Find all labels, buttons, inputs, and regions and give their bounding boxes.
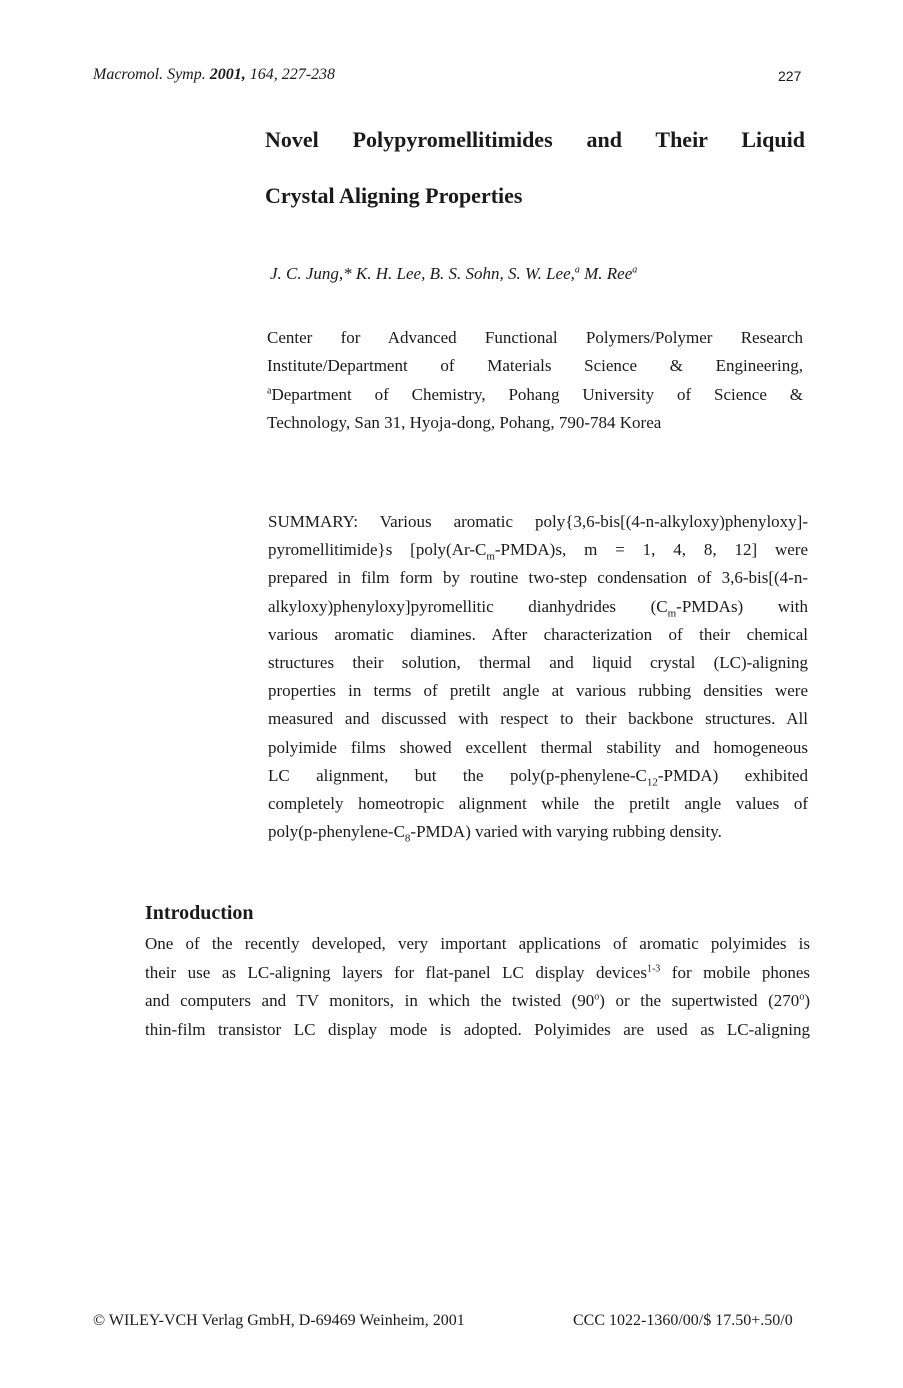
abstract-line: pyromellitimide}s [$poly(Ar-C_m-PMDA)s$, m = 1, 4, 8, 12] were — [268, 540, 808, 563]
affiliation-line — [267, 381, 803, 409]
abstract-line: properties in terms of pretilt angle at various rubbing densities were — [268, 681, 808, 701]
body-line: and computers and TV monitors, in which the twisted (90$^o$) or the supertwisted (270$^o$) — [145, 991, 810, 1011]
journal-citation — [93, 66, 335, 84]
affiliation-text: Department of Chemistry, Pohang University of Science & — [271, 384, 803, 404]
abstract-line: measured and discussed with respect to their backbone structures. All — [268, 709, 808, 729]
section-heading-introduction: Introduction — [145, 902, 254, 924]
paper-title — [265, 112, 805, 224]
author-list — [270, 264, 637, 284]
journal-name: Macromol. Symp. — [93, 66, 210, 83]
authors-text-last: M. Ree — [579, 264, 633, 283]
abstract — [268, 508, 808, 846]
affiliation-line: Institute/Department of Materials Science & Engineering, — [267, 356, 803, 376]
abstract-line: prepared in film form by routine two-step condensation of 3,6-bis[(4-n- — [268, 568, 808, 588]
journal-year: 2001, — [209, 66, 246, 83]
affiliation-line: Center for Advanced Functional Polymers/Polymer Research — [267, 328, 803, 347]
abstract-line: polyimide films showed excellent thermal stability and homogeneous — [268, 737, 808, 757]
author-affil-mark: a — [632, 264, 638, 276]
page-number: 227 — [778, 68, 802, 84]
abstract-line: alkyloxy)phenyloxy]pyromellitic dianhydrides $(C_m-PMDAs)$ with — [268, 596, 808, 619]
citation-ref: 1-3 — [646, 962, 661, 974]
abstract-line: SUMMARY: Various aromatic poly{3,6-bis[(4-n-alkyloxy)phenyloxy]- — [268, 512, 808, 531]
title-line-1: Novel Polypyromellitimides and Their Liquid — [265, 127, 805, 152]
ccc-code: CCC 1022-1360/00/$ 17.50+.50/0 — [573, 1312, 793, 1329]
authors-text: J. C. Jung,* K. H. Lee, B. S. Sohn, S. W. Lee, — [270, 264, 575, 283]
affiliation — [267, 324, 803, 437]
author-affil-mark: a — [574, 264, 580, 276]
body-line: One of the recently developed, very important applications of aromatic polyimides is — [145, 934, 810, 953]
affiliation-line: Technology, San 31, Hyoja-dong, Pohang, 790-784 Korea — [267, 412, 662, 432]
body-line: thin-film transistor LC display mode is adopted. Polyimides are used as LC-aligning — [145, 1019, 810, 1039]
copyright-notice: © WILEY-VCH Verlag GmbH, D-69469 Weinheim, 2001 — [93, 1312, 465, 1329]
journal-volume-pages: 164, 227-238 — [245, 66, 336, 83]
introduction-body — [145, 930, 810, 1044]
abstract-line: various aromatic diamines. After characterization of their chemical — [268, 624, 808, 644]
abstract-line: $poly(p-phenylene-C_8-PMDA)$ varied with varying rubbing density. — [268, 822, 722, 845]
affiliation-mark: a — [267, 384, 272, 396]
abstract-line: structures their solution, thermal and liquid crystal (LC)-aligning — [268, 653, 808, 673]
abstract-line: LC alignment, but the $poly(p-phenylene-C_{12}-PMDA)$ exhibited — [268, 765, 808, 789]
body-line: their use as LC-aligning layers for flat-panel LC display devices$^{1-3}$ for mobile phones — [145, 962, 811, 982]
abstract-line: completely homeotropic alignment while the pretilt angle values of — [268, 794, 808, 814]
title-line-2: Crystal Aligning Properties — [265, 183, 523, 208]
